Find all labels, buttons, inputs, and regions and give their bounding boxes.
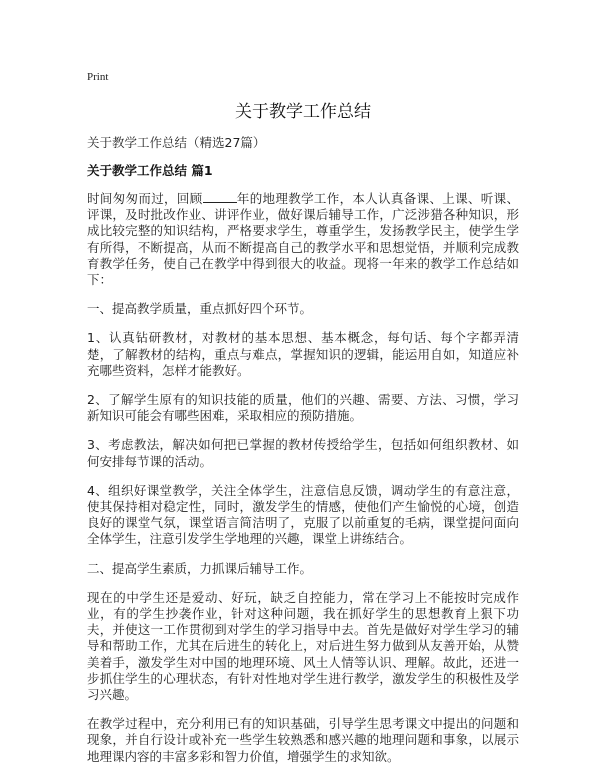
section-heading: 关于教学工作总结 篇1 (87, 163, 213, 178)
body-paragraph: 在教学过程中，充分利用已有的知识基础，引导学生思考课文中提出的问题和现象，并自行设计或补充一些学生较熟悉和感兴趣的地理问题和事象，以展示地理课内容的丰富多彩和智力价值，增强学生的求知欲。 (87, 716, 519, 764)
paragraph-item-1: 1、认真钻研教材，对教材的基本思想、基本概念，每句话、每个字都弄清楚，了解教材的结构，重点与难点，掌握知识的逻辑，能运用自如，知道应补充哪些资料，怎样才能教好。 (87, 330, 519, 378)
paragraph-item-4: 4、组织好课堂教学，关注全体学生，注意信息反馈，调动学生的有意注意，使其保持相对稳定性，同时，激发学生的情感，使他们产生愉悦的心境，创造良好的课堂气氛，课堂语言简洁明了，克服了以前重复的毛病，课堂提问面向全体学生，注意引发学生学地理的兴趣，课堂上讲练结合。 (87, 482, 519, 547)
intro-text-end: 年的地理教学工作，本人认真备课、上课、听课、评课，及时批改作业、讲评作业，做好课后辅导工作，广泛涉猎各种知识，形成比较完整的知识结构，严格要求学生，尊重学生，发扬教学民主，使学生学有所得，不断提高，从而不断提高自己的教学水平和思想觉悟，并顺利完成教育教学任务，使自己在教学中得到很大的收益。现将一年来的教学工作总结如下： (87, 191, 519, 288)
body-paragraph: 现在的中学生还是爱动、好玩，缺乏自控能力，常在学习上不能按时完成作业，有的学生抄袭作业，针对这种问题，我在抓好学生的思想教育上狠下功夫，并使这一工作贯彻到对学生的学习指导中去。首先是做好对学生学习的辅导和帮助工作，尤其在后进生的转化上，对后进生努力做到从友善开始，从赞美着手，激发学生对中国的地理环境、风土人情等认识、理解。故此，还进一步抓住学生的心理状态，有针对性地对学生进行教学，激发学生的积极性及学习兴趣。 (87, 589, 519, 703)
document-subtitle: 关于教学工作总结（精选27篇） (87, 135, 266, 150)
intro-text-start: 时间匆匆而过，回顾 (87, 191, 203, 206)
section-two-heading: 二、提高学生素质，力抓课后辅导工作。 (87, 560, 313, 576)
document-page (87, 70, 519, 765)
paragraph-item-3: 3、考虑教法，解决如何把已掌握的教材传授给学生，包括如何组织教材、如何安排每节课的活动。 (87, 437, 519, 469)
section-one-heading: 一、提高教学质量，重点抓好四个环节。 (87, 301, 313, 317)
document-title: 关于教学工作总结 (235, 102, 371, 122)
paragraph-item-2: 2、了解学生原有的知识技能的质量，他们的兴趣、需要、方法、习惯，学习新知识可能会有哪些困难，采取相应的预防措施。 (87, 392, 519, 424)
fill-in-blank (203, 191, 237, 203)
intro-paragraph (87, 191, 519, 288)
print-label[interactable]: Print (87, 71, 109, 83)
